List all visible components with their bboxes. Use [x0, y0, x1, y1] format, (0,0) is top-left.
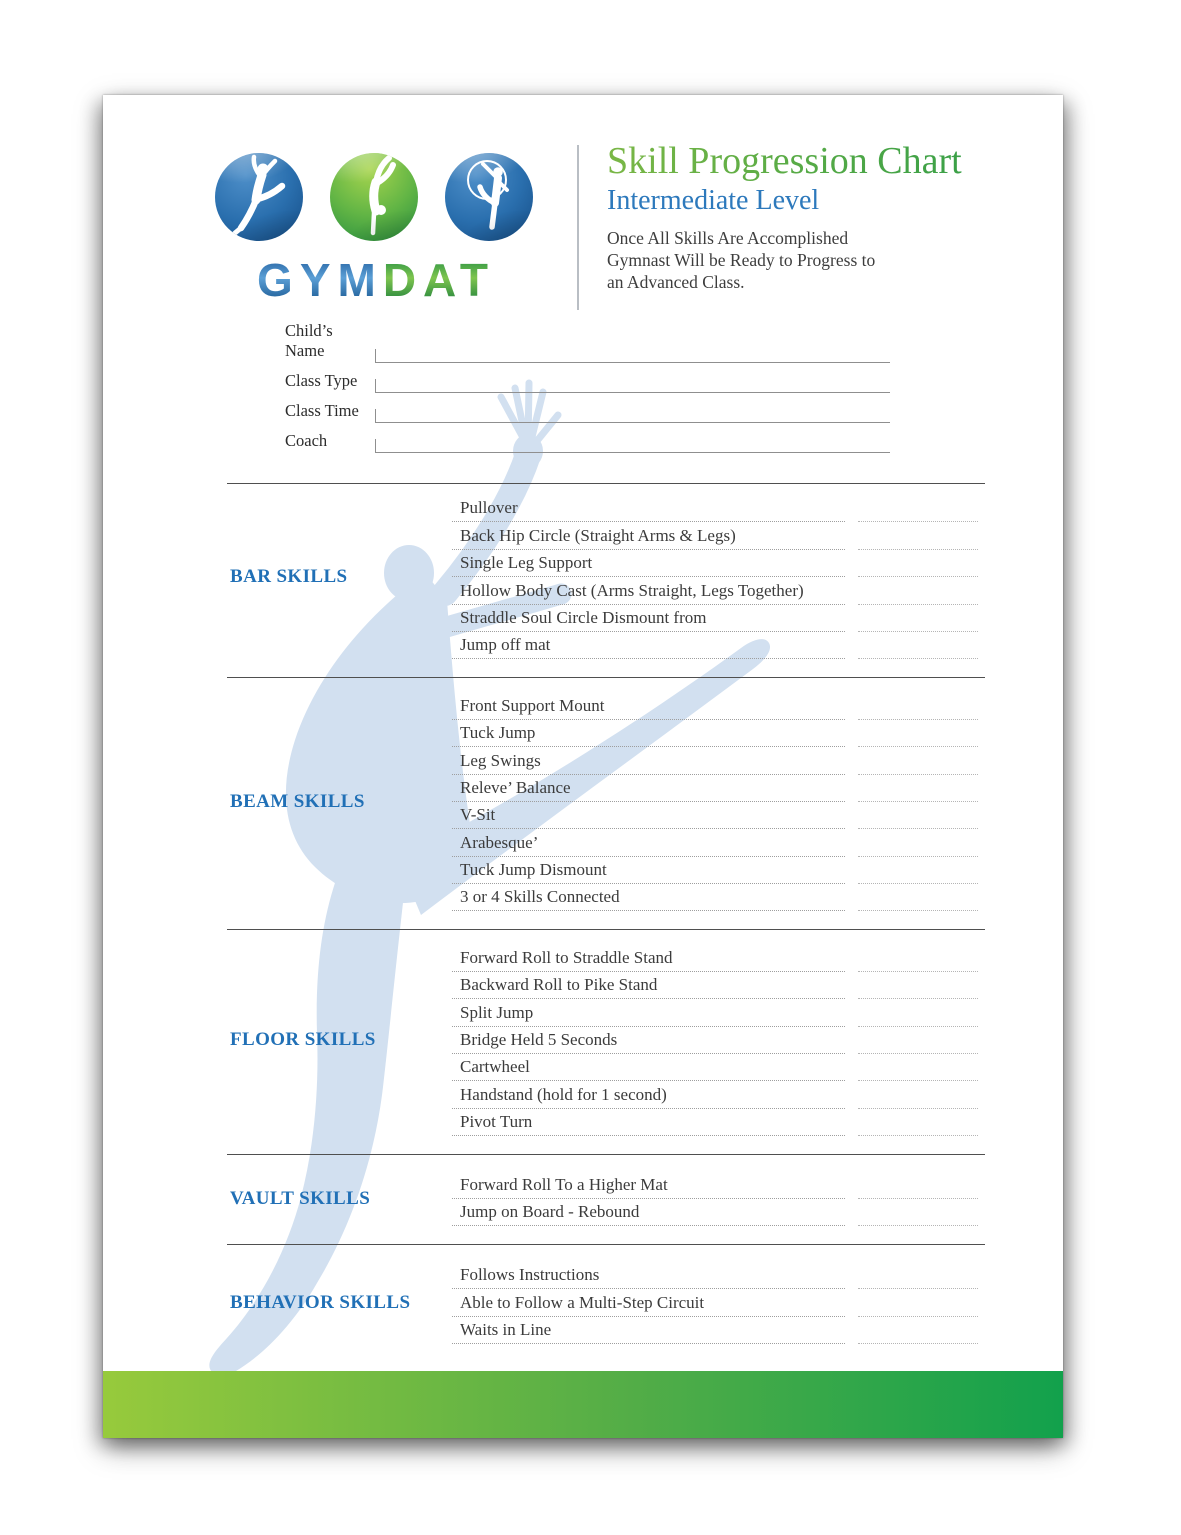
skill-section — [227, 483, 985, 677]
skill-name: V-Sit — [460, 805, 496, 825]
form-field-input-line[interactable] — [375, 349, 890, 363]
skill-row — [452, 857, 978, 884]
skill-row — [452, 692, 978, 719]
page-title: Skill Progression Chart — [607, 141, 1027, 183]
section-rows — [452, 944, 978, 1136]
skill-completion-line[interactable] — [858, 495, 978, 522]
skill-completion-line[interactable] — [858, 1171, 978, 1198]
skill-name: Split Jump — [460, 1002, 534, 1022]
skill-row — [452, 1109, 978, 1136]
skill-completion-line[interactable] — [858, 944, 978, 971]
skill-row — [452, 632, 978, 659]
section-label: BAR SKILLS — [230, 566, 348, 588]
skill-completion-line[interactable] — [858, 1109, 978, 1136]
skill-completion-line[interactable] — [858, 1262, 978, 1289]
skill-row — [452, 577, 978, 604]
skill-name: Front Support Mount — [460, 695, 605, 715]
skill-name: Follows Instructions — [460, 1265, 600, 1285]
form-field-label: Child’s Name — [285, 321, 333, 360]
skill-row — [452, 720, 978, 747]
form-field-row — [285, 393, 890, 423]
brand-gym-text: GYM — [257, 254, 383, 306]
skill-completion-line[interactable] — [858, 1054, 978, 1081]
brand-dat-text: DAT — [382, 254, 495, 306]
skill-completion-line[interactable] — [858, 720, 978, 747]
skill-completion-line[interactable] — [858, 692, 978, 719]
form-field-label: Class Type — [285, 371, 358, 390]
skill-name: Tuck Jump Dismount — [460, 860, 607, 880]
skill-completion-line[interactable] — [858, 747, 978, 774]
skill-row — [452, 550, 978, 577]
skill-name: Cartwheel — [460, 1057, 530, 1077]
skill-completion-line[interactable] — [858, 632, 978, 659]
section-label: VAULT SKILLS — [230, 1187, 371, 1209]
skill-row — [452, 1199, 978, 1226]
gymdat-logo — [215, 153, 555, 306]
skill-name: Straddle Soul Circle Dismount from — [460, 607, 707, 627]
handstand-icon — [330, 153, 418, 241]
skill-name: Forward Roll to Straddle Stand — [460, 947, 673, 967]
skill-name: Releve’ Balance — [460, 777, 571, 797]
skill-completion-line[interactable] — [858, 1289, 978, 1316]
skill-name: 3 or 4 Skills Connected — [460, 887, 620, 907]
skill-name: Pivot Turn — [460, 1112, 533, 1132]
skill-name: Handstand (hold for 1 second) — [460, 1084, 667, 1104]
form-field-row — [285, 363, 890, 393]
form-field-input-line[interactable] — [375, 439, 890, 453]
student-info-form — [285, 321, 890, 453]
skill-row — [452, 1317, 978, 1344]
skill-row — [452, 1262, 978, 1289]
skill-row — [452, 1171, 978, 1198]
skill-row — [452, 522, 978, 549]
form-field-input-line[interactable] — [375, 379, 890, 393]
form-field-input-line[interactable] — [375, 409, 890, 423]
skill-completion-line[interactable] — [858, 550, 978, 577]
skill-completion-line[interactable] — [858, 605, 978, 632]
skill-name: Back Hip Circle (Straight Arms & Legs) — [460, 525, 736, 545]
skill-name: Waits in Line — [460, 1320, 552, 1340]
skill-name: Leg Swings — [460, 750, 541, 770]
header-divider — [577, 145, 579, 310]
section-rows — [452, 495, 978, 659]
skill-name: Jump off mat — [460, 635, 551, 655]
skill-name: Jump on Board - Rebound — [460, 1201, 640, 1221]
skill-name: Hollow Body Cast (Arms Straight, Legs Together) — [460, 580, 804, 600]
page-description: Once All Skills Are Accomplished Gymnast Will be Ready to Progress to an Advanced Class. — [607, 227, 876, 293]
skill-name: Forward Roll To a Higher Mat — [460, 1174, 668, 1194]
skill-name: Backward Roll to Pike Stand — [460, 975, 658, 995]
skill-row — [452, 884, 978, 911]
skill-row — [452, 495, 978, 522]
skill-row — [452, 944, 978, 971]
footer-accent-bar — [103, 1371, 1063, 1438]
section-label: BEHAVIOR SKILLS — [230, 1292, 411, 1314]
skill-row — [452, 605, 978, 632]
skill-completion-line[interactable] — [858, 1081, 978, 1108]
form-field-row — [285, 423, 890, 453]
skill-row — [452, 1081, 978, 1108]
form-field-row — [285, 321, 890, 363]
section-rows — [452, 692, 978, 911]
section-rows — [452, 1262, 978, 1344]
form-field-label: Class Time — [285, 401, 359, 420]
skill-row — [452, 1027, 978, 1054]
skill-section — [227, 677, 985, 929]
brand-wordmark — [215, 254, 537, 306]
skill-completion-line[interactable] — [858, 1317, 978, 1344]
skill-name: Pullover — [460, 498, 518, 518]
page-subtitle: Intermediate Level — [607, 184, 820, 216]
skill-name: Arabesque’ — [460, 832, 539, 852]
skill-sections — [227, 483, 985, 1360]
skill-completion-line[interactable] — [858, 857, 978, 884]
section-rows — [452, 1171, 978, 1226]
skill-name: Able to Follow a Multi-Step Circuit — [460, 1292, 705, 1312]
skill-completion-line[interactable] — [858, 884, 978, 911]
skill-completion-line[interactable] — [858, 577, 978, 604]
skill-completion-line[interactable] — [858, 802, 978, 829]
skill-row — [452, 972, 978, 999]
section-label: FLOOR SKILLS — [230, 1029, 376, 1051]
skill-name: Bridge Held 5 Seconds — [460, 1030, 618, 1050]
skill-row — [452, 802, 978, 829]
skill-row — [452, 1054, 978, 1081]
skill-section — [227, 1154, 985, 1244]
skill-completion-line[interactable] — [858, 1027, 978, 1054]
skill-row — [452, 775, 978, 802]
logo-circles — [215, 153, 555, 241]
skill-completion-line[interactable] — [858, 522, 978, 549]
skill-completion-line[interactable] — [858, 1199, 978, 1226]
skill-section — [227, 929, 985, 1154]
skill-row — [452, 747, 978, 774]
skill-name: Tuck Jump — [460, 723, 536, 743]
skill-row — [452, 999, 978, 1026]
form-field-label: Coach — [285, 431, 328, 450]
skill-completion-line[interactable] — [858, 999, 978, 1026]
hoop-gymnast-icon — [445, 153, 533, 241]
skill-name: Single Leg Support — [460, 553, 593, 573]
dancer-icon — [215, 153, 303, 241]
skill-row — [452, 1289, 978, 1316]
section-label: BEAM SKILLS — [230, 790, 365, 812]
skill-section — [227, 1244, 985, 1360]
skill-completion-line[interactable] — [858, 829, 978, 856]
document-page — [103, 95, 1063, 1438]
skill-completion-line[interactable] — [858, 972, 978, 999]
skill-row — [452, 829, 978, 856]
skill-completion-line[interactable] — [858, 775, 978, 802]
title-block — [607, 141, 1027, 294]
